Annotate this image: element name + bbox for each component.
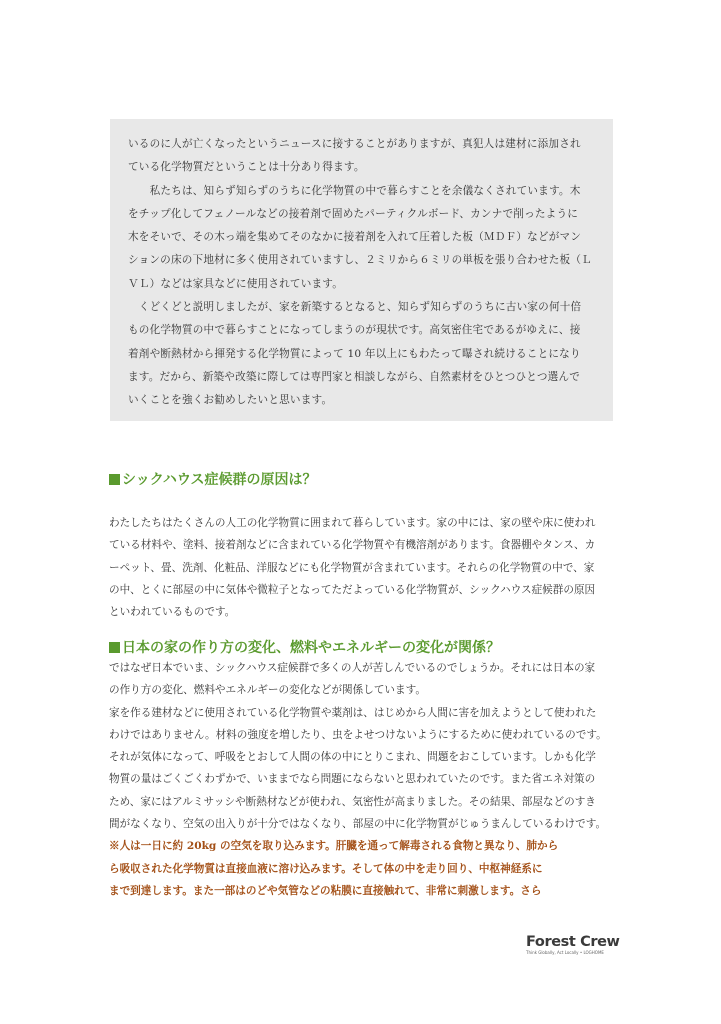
changes-paragraph: [109, 657, 619, 902]
section-heading-text: 日本の家の作り方の変化、燃料やエネルギーの変化が関係？: [122, 640, 500, 656]
box-text-line: くどくどと説明しましたが、家を新築するとなると、知らず知らずのうちに古い家の何十倍: [128, 301, 582, 314]
section-heading-changes: [109, 637, 500, 657]
box-text-line: 私たちは、知らず知らずのうちに化学物質の中で暮らすことを余儀なくされています。木: [128, 184, 581, 197]
box-text-line: 着剤や断熱材から揮発する化学物質によって 10 年以上にもわたって曝され続けることになり: [128, 347, 581, 360]
paragraph-line: 物質の量はごくごくわずかで、いままでなら問題にならないと思われていたのです。また省エネ対策の: [109, 773, 596, 786]
box-text-line: もの化学物質の中で暮らすことになってしまうのが現状です。高気密住宅であるがゆえに、接: [128, 324, 581, 337]
causes-paragraph: [109, 512, 619, 623]
paragraph-line: の中、とくに部屋の中に気体や微粒子となってただよっている化学物質が、シックハウス症候群の原因: [109, 583, 596, 596]
logo-tagline: Think Globally, Act Locally • LOGHOME: [526, 950, 604, 955]
box-text-line: をチップ化してフェノールなどの接着剤で固めたパーティクルボード、カンナで削ったように: [128, 207, 579, 220]
paragraph-line: わたしたちはたくさんの人工の化学物質に囲まれて暮らしています。家の中には、家の壁や床に使われ: [109, 517, 596, 529]
paragraph-line: といわれているものです。: [109, 606, 236, 619]
paragraph-line: 家を作る建材などに使用されている化学物質や薬剤は、はじめから人間に害を加えようとして使われた: [109, 706, 597, 719]
paragraph-line: 間がなくなり、空気の出入りが十分ではなくなり、部屋の中に化学物質がじゅうまんしているわけです。: [109, 818, 607, 831]
box-text-line: ションの床の下地材に多く使用されていますし、２ミリから６ミリの単板を張り合わせた板（Ｌ: [128, 254, 592, 267]
emphasis-line: ※人は一日に約 20kg の空気を取り込みます。肝臓を通って解毒される食物と異なり、肺から: [109, 840, 559, 853]
box-text-line: ている化学物質だということは十分あり得ます。: [128, 161, 365, 174]
box-text-line: 木をそいで、その木っ端を集めてそのなかに接着剤を入れて圧着した板（ＭＤＦ）などがマン: [128, 231, 582, 244]
intro-text-box: [110, 119, 613, 421]
paragraph-line: ている材料や、塗料、接着剤などに含まれている化学物質や有機溶剤があります。食器棚やタンス、カ: [109, 539, 596, 552]
paragraph-line: ため、家にはアルミサッシや断熱材などが使われ、気密性が高まりました。その結果、部屋などのすき: [109, 795, 596, 808]
section-heading-causes: [109, 469, 316, 489]
box-text-line: いるのに人が亡くなったというニュースに接することがありますが、真犯人は建材に添加され: [128, 138, 581, 150]
box-text-line: ＶＬ）などは家具などに使用されています。: [128, 277, 344, 290]
box-text-line: ます。だから、新築や改築に際しては専門家と相談しながら、自然素材をひとつひとつ選んで: [128, 370, 581, 383]
paragraph-line: わけではありません。材料の強度を増したり、虫をよせつけないようにするために使われているのです。: [109, 728, 607, 741]
box-text-line: いくことを強くお勧めしたいと思います。: [128, 394, 333, 407]
paragraph-line: ではなぜ日本でいま、シックハウス症候群で多くの人が苦しんでいるのでしょうか。それには日本の家: [109, 662, 596, 674]
section-heading-text: シックハウス症候群の原因は？: [122, 472, 317, 488]
emphasis-line: ら吸収された化学物質は直接血液に溶け込みます。そして体の中を走り回り、中枢神経系に: [109, 862, 543, 875]
square-bullet-icon: [109, 642, 120, 653]
paragraph-line: の作り方の変化、燃料やエネルギーの変化などが関係しています。: [109, 684, 426, 697]
forest-crew-logo: [526, 934, 620, 956]
paragraph-line: ーペット、畳、洗剤、化粧品、洋服などにも化学物質が含まれています。それらの化学物質の中で、家: [109, 561, 595, 574]
logo-wordmark: Forest Crew: [526, 934, 620, 950]
paragraph-line: それが気体になって、呼吸をとおして人間の体の中にとりこまれ、問題をおこしています。しかも化学: [109, 751, 596, 764]
emphasis-line: まで到達します。また一部はのどや気管などの粘膜に直接触れて、非常に刺激します。さら: [109, 884, 542, 897]
square-bullet-icon: [109, 474, 120, 485]
